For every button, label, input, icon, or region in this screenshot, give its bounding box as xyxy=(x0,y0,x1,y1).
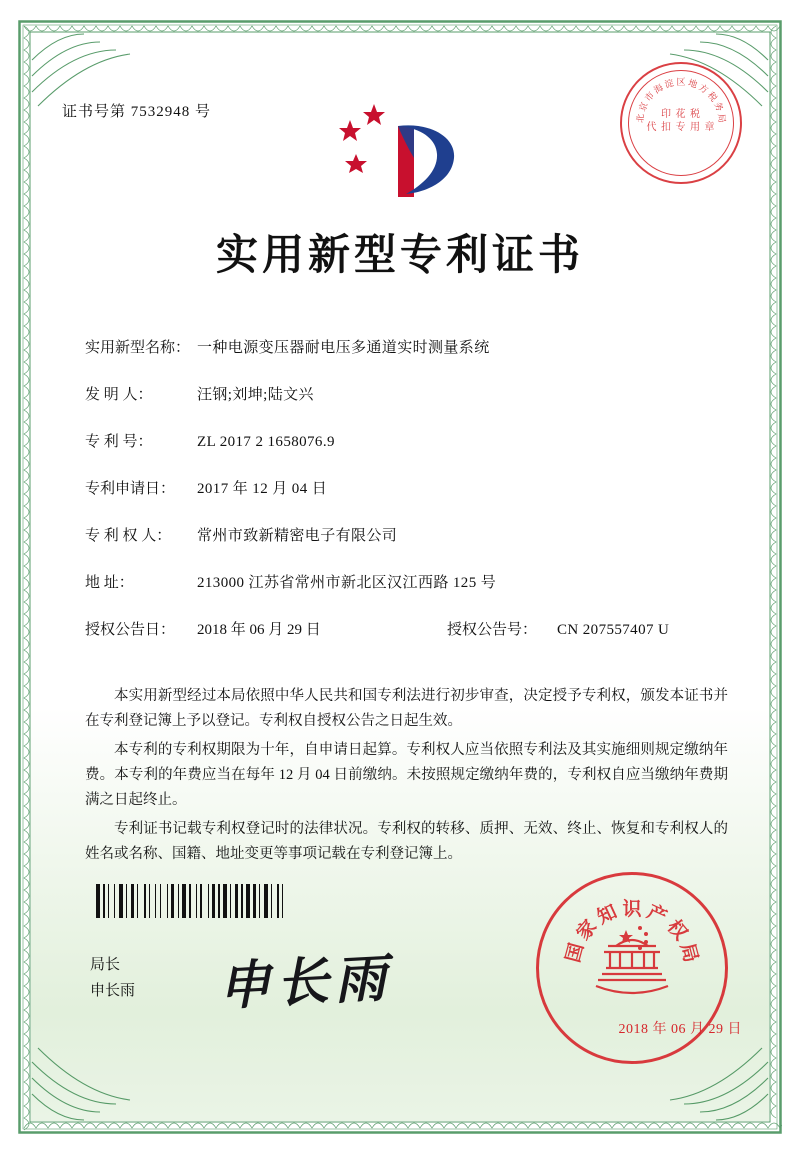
field-label: 发 明 人： xyxy=(85,387,153,403)
grant-number-label: 授权公告号： xyxy=(447,622,538,638)
tax-stamp-seal xyxy=(620,62,742,184)
field-row-name xyxy=(85,336,730,357)
paragraph-3: 专利证书记载专利权登记时的法律状况。专利权的转移、质押、无效、终止、恢复和专利权人的姓名或名称、国籍、地址变更等事项记载在专利登记簿上。 xyxy=(85,821,728,862)
field-label: 专利申请日： xyxy=(85,481,176,497)
field-row-grant xyxy=(85,618,730,639)
grant-number-value: CN 207557407 U xyxy=(557,622,670,638)
paragraph-1: 本实用新型经过本局依照中华人民共和国专利法进行初步审查，决定授予专利权，颁发本证书并在专利登记簿上予以登记。专利权自授权公告之日起生效。 xyxy=(85,688,728,729)
grant-date-label: 授权公告日： xyxy=(85,622,176,638)
field-row-patentee xyxy=(85,524,730,545)
field-list xyxy=(85,336,730,657)
field-label: 专 利 号： xyxy=(85,434,153,450)
certificate-number: 证书号第 7532948 号 xyxy=(62,104,212,120)
director-label: 局长 xyxy=(90,957,121,973)
field-label: 实用新型名称： xyxy=(85,340,191,356)
tax-stamp-line1: 印 花 税 xyxy=(661,109,701,120)
field-value: 汪钢;刘坤;陆文兴 xyxy=(197,387,314,403)
field-row-patent-number xyxy=(85,430,730,451)
page-title: 实用新型专利证书 xyxy=(215,233,584,279)
field-value: 常州市致新精密电子有限公司 xyxy=(197,528,398,544)
paragraph-2: 本专利的专利权期限为十年，自申请日起算。专利权人应当依照专利法及其实施细则规定缴纳年费。本专利的年费应当在每年 12 月 04 日前缴纳。未按照规定缴纳年费的，专利权自应当缴纳年费期满之日起终止。 xyxy=(85,742,728,808)
field-value: 一种电源变压器耐电压多通道实时测量系统 xyxy=(197,340,490,356)
field-row-address xyxy=(85,571,730,592)
official-seal: 国 家 知 识 产 权 局 xyxy=(536,872,728,1064)
field-row-inventor xyxy=(85,383,730,404)
signature-block xyxy=(90,952,135,1004)
tax-stamp-line2: 代 扣 专 用 章 xyxy=(646,122,716,133)
field-label: 专 利 权 人： xyxy=(85,528,172,544)
national-emblem-icon xyxy=(586,918,678,1010)
cnipa-logo-icon xyxy=(336,92,466,210)
seal-date: 2018 年 06 月 29 日 xyxy=(618,1022,742,1037)
handwritten-signature: 申长雨 xyxy=(216,947,394,1018)
legal-text xyxy=(85,684,728,871)
director-name: 申长雨 xyxy=(90,983,136,999)
tax-stamp-arc-text: 北 京 市 海 淀 区 地 方 税 务 局 xyxy=(634,77,728,124)
field-label: 地 址： xyxy=(85,575,134,591)
field-value: 2017 年 12 月 04 日 xyxy=(197,481,328,497)
field-row-application-date xyxy=(85,477,730,498)
field-value: ZL 2017 2 1658076.9 xyxy=(197,434,335,450)
barcode xyxy=(96,884,308,918)
grant-date-value: 2018 年 06 月 29 日 xyxy=(197,622,321,638)
field-value: 213000 江苏省常州市新北区汉江西路 125 号 xyxy=(197,575,497,591)
